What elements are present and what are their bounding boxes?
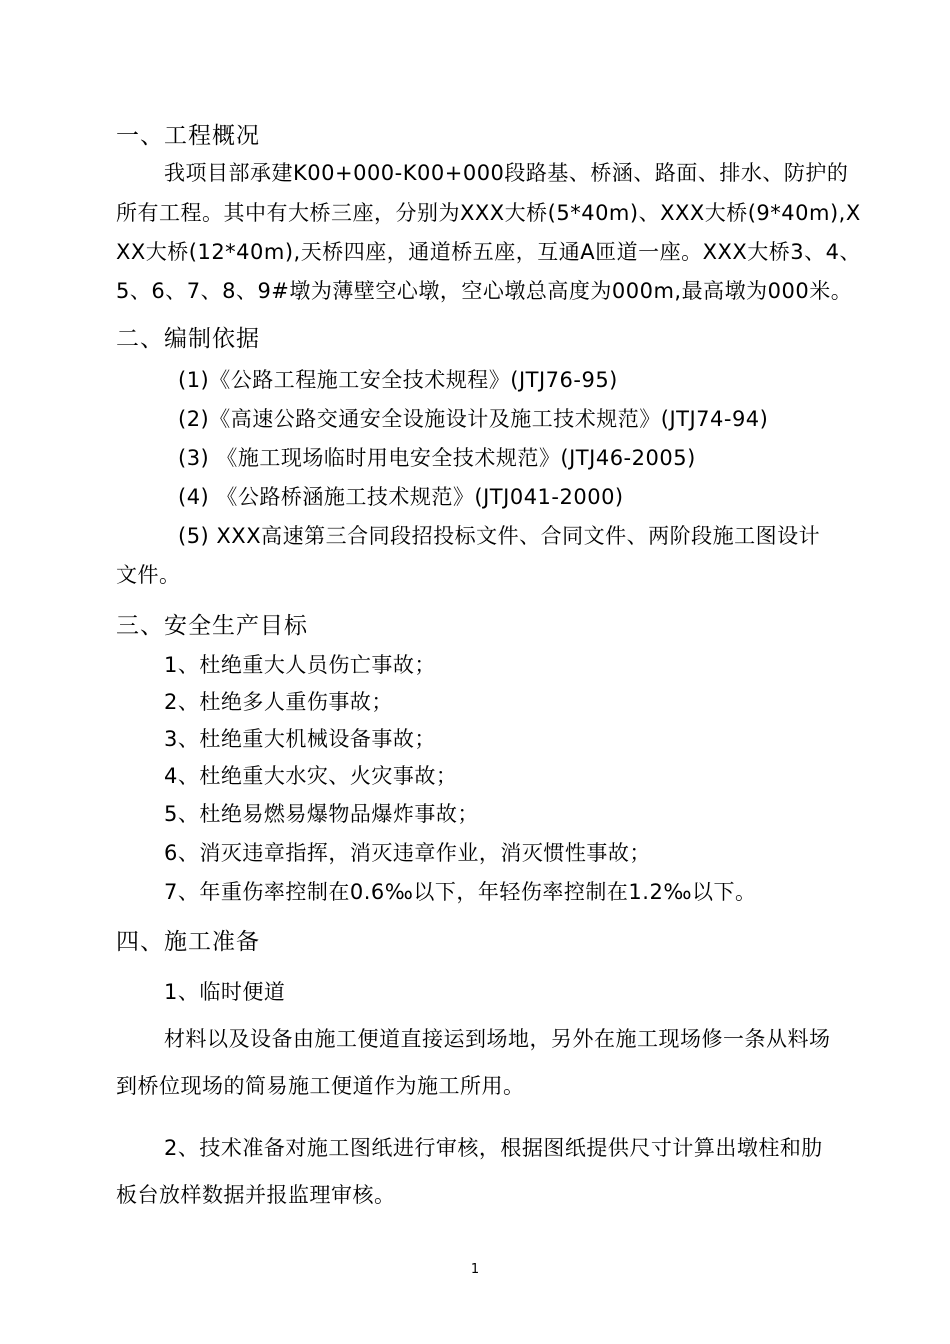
basis-item-5: (5) XXX高速第三合同段招投标文件、合同文件、两阶段施工图设计	[178, 524, 821, 548]
section-heading-overview: 一、工程概况	[116, 123, 260, 149]
goal-item-3: 3、杜绝重大机械设备事故；	[164, 727, 436, 751]
section-heading-goals: 三、安全生产目标	[116, 613, 308, 639]
basis-item-2: (2)《高速公路交通安全设施设计及施工技术规范》(JTJ74-94)	[178, 407, 769, 431]
overview-line-3: XX大桥(12*40m),天桥四座，通道桥五座，互通A匝道一座。XXX大桥3、4、	[116, 240, 861, 264]
goal-item-5: 5、杜绝易燃易爆物品爆炸事故；	[164, 802, 479, 826]
goal-item-7: 7、年重伤率控制在0.6‰以下，年轻伤率控制在1.2‰以下。	[164, 880, 757, 904]
basis-item-1: (1)《公路工程施工安全技术规程》(JTJ76-95)	[178, 368, 618, 392]
preparation-sub2-line-1: 2、技术准备对施工图纸进行审核，根据图纸提供尺寸计算出墩柱和肋	[164, 1136, 823, 1160]
preparation-sub1-line-1: 材料以及设备由施工便道直接运到场地，另外在施工现场修一条从料场	[164, 1027, 831, 1051]
overview-line-4: 5、6、7、8、9#墩为薄壁空心墩，空心墩总高度为000m,最高墩为000米。	[116, 279, 853, 303]
preparation-sub2-line-2: 板台放样数据并报监理审核。	[116, 1183, 396, 1207]
section-heading-preparation: 四、施工准备	[116, 929, 260, 955]
overview-line-1: 我项目部承建K00+000-K00+000段路基、桥涵、路面、排水、防护的	[164, 161, 849, 185]
page-number: 1	[470, 1262, 480, 1277]
section-heading-basis: 二、编制依据	[116, 326, 260, 352]
goal-item-4: 4、杜绝重大水灾、火灾事故；	[164, 764, 458, 788]
basis-item-3: (3) 《施工现场临时用电安全技术规范》(JTJ46-2005)	[178, 446, 696, 470]
preparation-sub1-title: 1、临时便道	[164, 980, 286, 1004]
overview-line-2: 所有工程。其中有大桥三座，分别为XXX大桥(5*40m)、XXX大桥(9*40m),X	[116, 201, 861, 225]
goal-item-2: 2、杜绝多人重伤事故；	[164, 690, 393, 714]
goal-item-1: 1、杜绝重大人员伤亡事故；	[164, 653, 436, 677]
basis-item-4: (4) 《公路桥涵施工技术规范》(JTJ041-2000)	[178, 485, 624, 509]
basis-continuation: 文件。	[116, 563, 181, 587]
goal-item-6: 6、消灭违章指挥，消灭违章作业，消灭惯性事故；	[164, 841, 651, 865]
preparation-sub1-line-2: 到桥位现场的简易施工便道作为施工所用。	[116, 1074, 525, 1098]
